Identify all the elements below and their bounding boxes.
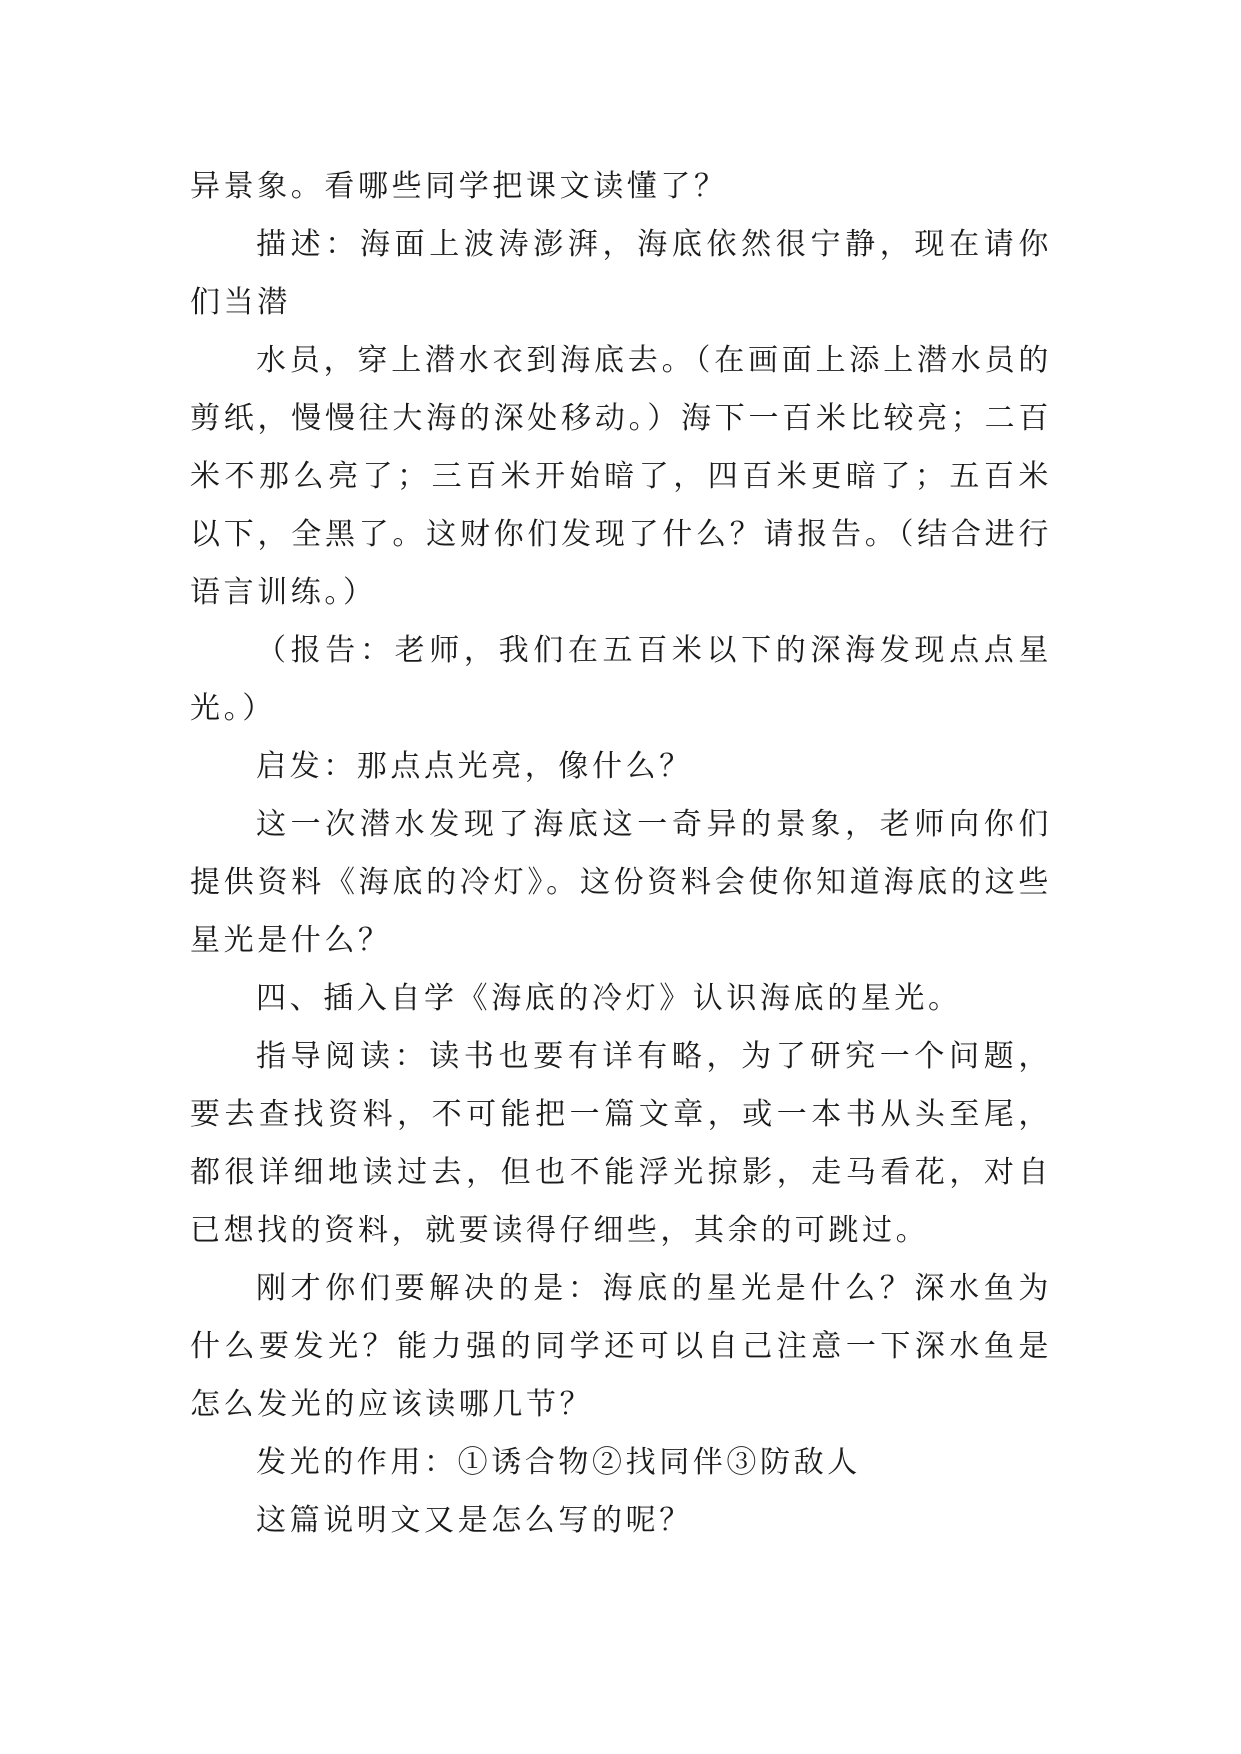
document-body [190,158,1052,1550]
paragraph-7: 四、插入自学《海底的冷灯》认识海底的星光。 [256,981,962,1016]
paragraph-6: 这一次潜水发现了海底这一奇异的景象，老师向你们提供资料《海底的冷灯》。这份资料会使你知道海底的这些星光是什么？ [190,807,1052,958]
paragraph-2: 描述：海面上波涛澎湃，海底依然很宁静，现在请你们当潜 [190,227,1052,320]
paragraph-10: 发光的作用：①诱合物②找同伴③防敌人 [256,1445,861,1480]
paragraph-11: 这篇说明文又是怎么写的呢？ [256,1503,693,1538]
paragraph-1: 异景象。看哪些同学把课文读懂了？ [190,169,728,204]
paragraph-9: 刚才你们要解决的是：海底的星光是什么？深水鱼为什么要发光？能力强的同学还可以自己注意一下深水鱼是怎么发光的应该读哪几节？ [190,1271,1052,1422]
paragraph-4: （报告：老师，我们在五百米以下的深海发现点点星光。） [190,633,1052,726]
paragraph-8: 指导阅读：读书也要有详有略，为了研究一个问题，要去查找资料，不可能把一篇文章，或一本书从头至尾，都很详细地读过去，但也不能浮光掠影，走马看花，对自已想找的资料，就要读得仔细些，其余的可跳过。 [190,1039,1052,1248]
paragraph-3: 水员，穿上潜水衣到海底去。（在画面上添上潜水员的剪纸，慢慢往大海的深处移动。）海下一百米比较亮；二百米不那么亮了；三百米开始暗了，四百米更暗了；五百米以下，全黑了。这财你们发现了什么？请报告。（结合进行语言训练。） [190,343,1052,610]
paragraph-5: 启发：那点点光亮，像什么？ [256,749,693,784]
